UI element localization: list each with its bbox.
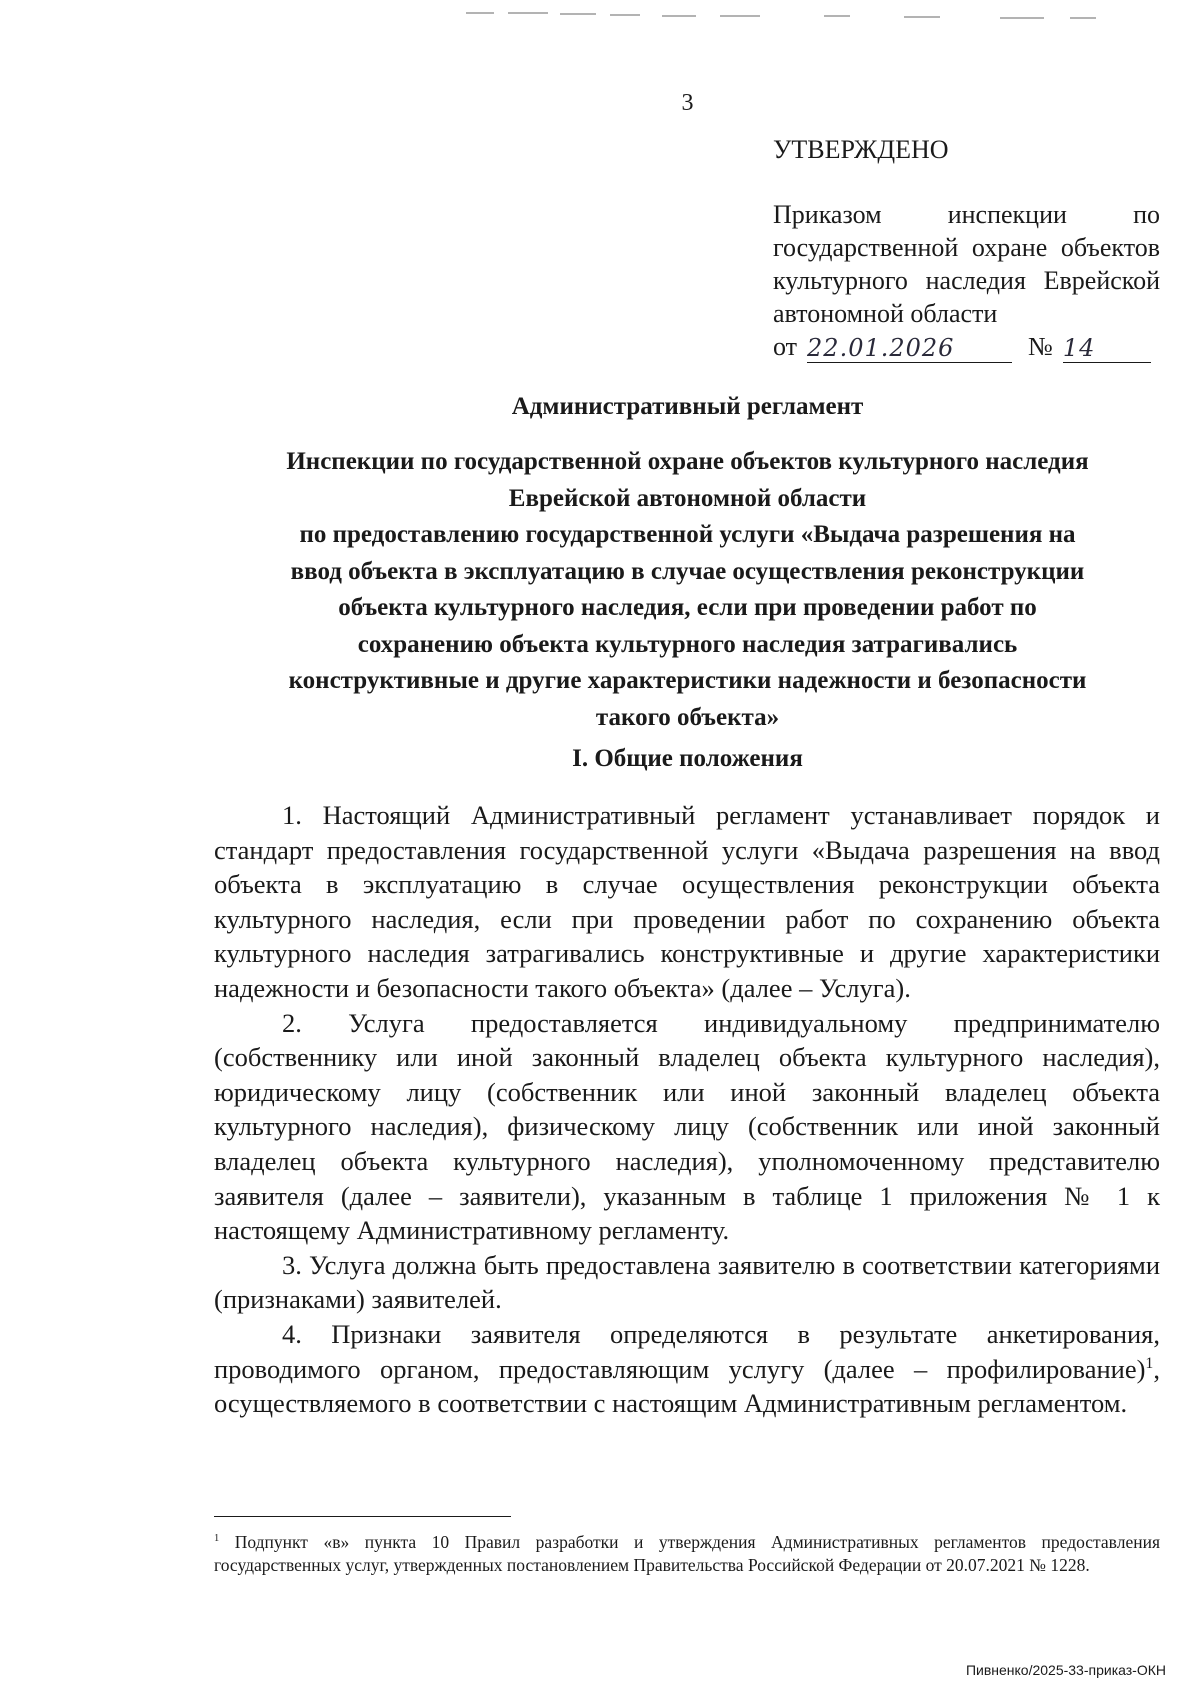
section-heading: I. Общие положения — [572, 745, 803, 772]
footnote-mark: 1 — [214, 1533, 220, 1545]
document-title: Административный регламент — [511, 393, 864, 420]
subtitle-line: Инспекции по государственной охране объектов культурного наследия — [286, 448, 1089, 475]
number-sign: № — [1028, 332, 1053, 361]
footnote-reference[interactable]: 1 — [1145, 1354, 1154, 1372]
handwritten-order-number: 14 — [1063, 334, 1151, 363]
approval-block — [773, 198, 1160, 363]
paragraph-2: 2. Услуга предоставляется индивидуальному предпринимателю (собственнику или иной законный владелец объекта культурного наследия), юридическому лицу (собственник или иной законный владелец объекта культурного наследия), физическому лицу (собственник или иной законный владелец объекта культурного наследия), уполномоченному представителю заявителя (далее – заявители), указанным в таблице 1 приложения № 1 к настоящему Административному регламенту. — [214, 1007, 1160, 1246]
paragraph-3: 3. Услуга должна быть предоставлена заявителю в соответствии категориями (признаками) заявителей. — [214, 1249, 1160, 1315]
document-code: Пивненко/2025-33-приказ-ОКН — [965, 1662, 1166, 1678]
approval-label: УТВЕРЖДЕНО — [773, 135, 949, 164]
subtitle-line: объекта культурного наследия, если при проведении работ по — [338, 594, 1037, 621]
subtitle-line: конструктивные и другие характеристики надежности и безопасности — [288, 667, 1087, 694]
footnote — [214, 1531, 1160, 1577]
subtitle-line: ввод объекта в эксплуатацию в случае осуществления реконструкции — [290, 557, 1085, 585]
approval-date-line — [773, 330, 1160, 363]
paragraph-4 — [214, 1317, 1160, 1421]
subtitle-line: Еврейской автономной области — [508, 484, 867, 512]
document-subtitle — [205, 444, 1170, 736]
subtitle-line: сохранению объекта культурного наследия затрагивались — [357, 630, 1018, 658]
date-prefix: от — [773, 332, 798, 361]
paragraph-1: 1. Настоящий Административный регламент устанавливает порядок и стандарт предоставления государственной услуги «Выдача разрешения на ввод объекта в эксплуатацию в случае осуществления реконструкции объекта культурного наследия, если при проведении работ по сохранению объекта культурного наследия затрагивались конструктивные и другие характеристики надежности и безопасности такого объекта» (далее – Услуга). — [214, 800, 1160, 1003]
approval-order-text: Приказом инспекции по государственной охране объектов культурного наследия Еврейской автономной области — [773, 200, 1160, 328]
body-text — [214, 798, 1160, 1421]
footnote-divider — [214, 1516, 511, 1517]
paragraph-4-text: 4. Признаки заявителя определяются в результате анкетирования, проводимого органом, предоставляющим услугу (далее – профилирование) — [214, 1318, 1160, 1384]
paragraph-4-continuation: , осуществляемого в соответствии с настоящим Административным регламентом. — [214, 1353, 1160, 1419]
handwritten-date: 22.01.2026 — [807, 334, 1012, 363]
subtitle-line: такого объекта» — [595, 703, 780, 731]
page-number: 3 — [681, 90, 694, 116]
subtitle-line: по предоставлению государственной услуги «Выдача разрешения на — [299, 521, 1076, 548]
scan-artifacts — [0, 0, 1200, 40]
footnote-text: Подпункт «в» пункта 10 Правил разработки и утверждения Административных регламентов предоставления государственных услуг, утвержденных постановлением Правительства Российской Федерации от 20.07.2021 № 1228. — [214, 1532, 1160, 1575]
